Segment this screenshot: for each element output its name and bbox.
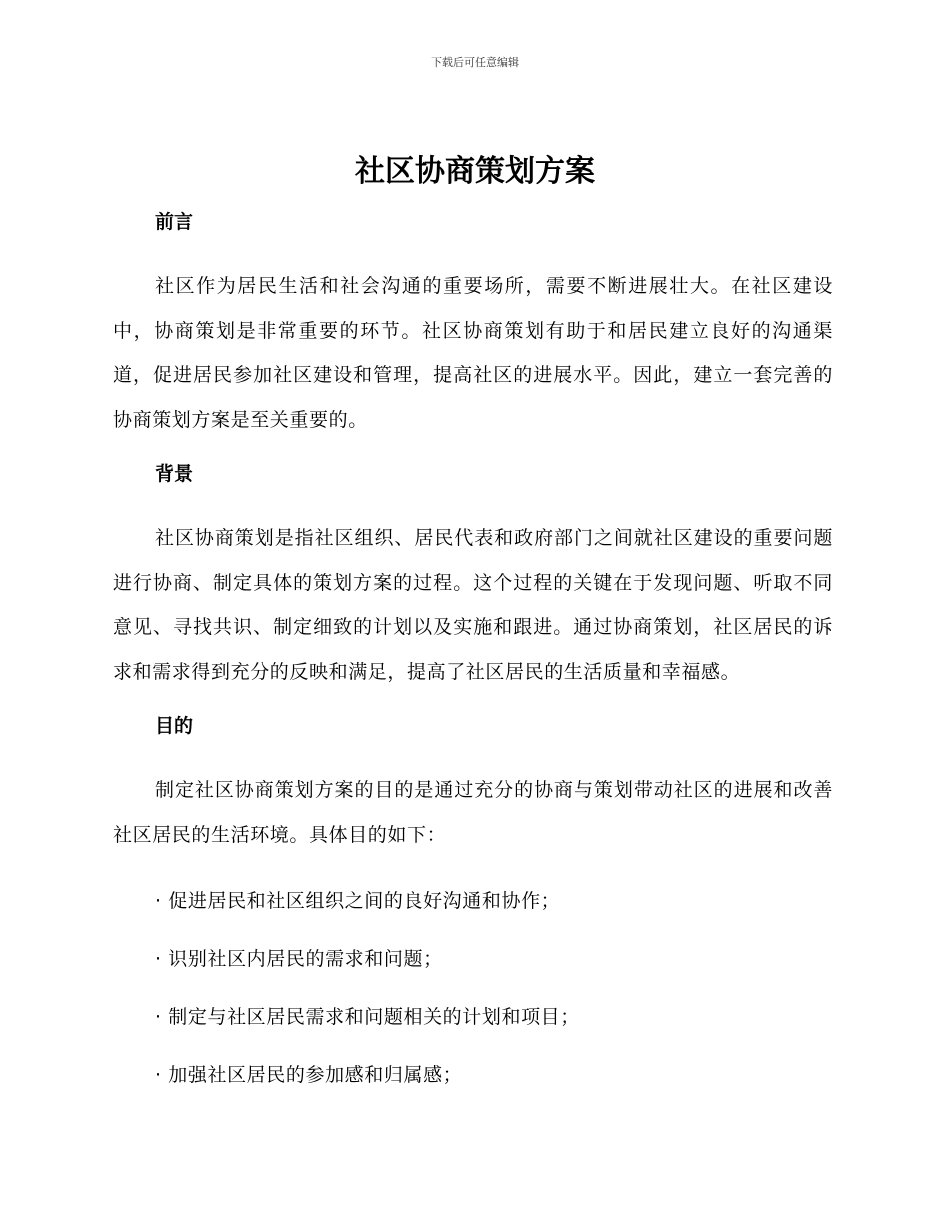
list-item: · 加强社区居民的参加感和归属感； xyxy=(155,1064,463,1086)
list-item: · 制定与社区居民需求和问题相关的计划和项目； xyxy=(155,1006,580,1028)
section-heading-preface: 前言 xyxy=(155,211,194,233)
paragraph-background: 社区协商策划是指社区组织、居民代表和政府部门之间就社区建设的重要问题进行协商、制定具体的策划方案的过程。这个过程的关键在于发现问题、听取不同意见、寻找共识、制定细致的计划以及实施和跟进。通过协商策划，社区居民的诉求和需求得到充分的反映和满足，提高了社区居民的生活质量和幸福感。 xyxy=(113,527,833,683)
paragraph-purpose: 制定社区协商策划方案的目的是通过充分的协商与策划带动社区的进展和改善社区居民的生活环境。具体目的如下： xyxy=(113,779,833,846)
section-heading-purpose: 目的 xyxy=(155,715,194,737)
document-body xyxy=(113,205,833,1089)
section-heading-background: 背景 xyxy=(155,463,194,485)
list-item: · 识别社区内居民的需求和问题； xyxy=(155,948,443,970)
list-item: · 促进居民和社区组织之间的良好沟通和协作； xyxy=(155,890,561,912)
paragraph-preface: 社区作为居民生活和社会沟通的重要场所，需要不断进展壮大。在社区建设中，协商策划是非常重要的环节。社区协商策划有助于和居民建立良好的沟通渠道，促进居民参加社区建设和管理，提高社区的进展水平。因此，建立一套完善的协商策划方案是至关重要的。 xyxy=(113,275,833,431)
document-title: 社区协商策划方案 xyxy=(355,154,595,189)
header-note: 下载后可任意编辑 xyxy=(431,56,519,69)
